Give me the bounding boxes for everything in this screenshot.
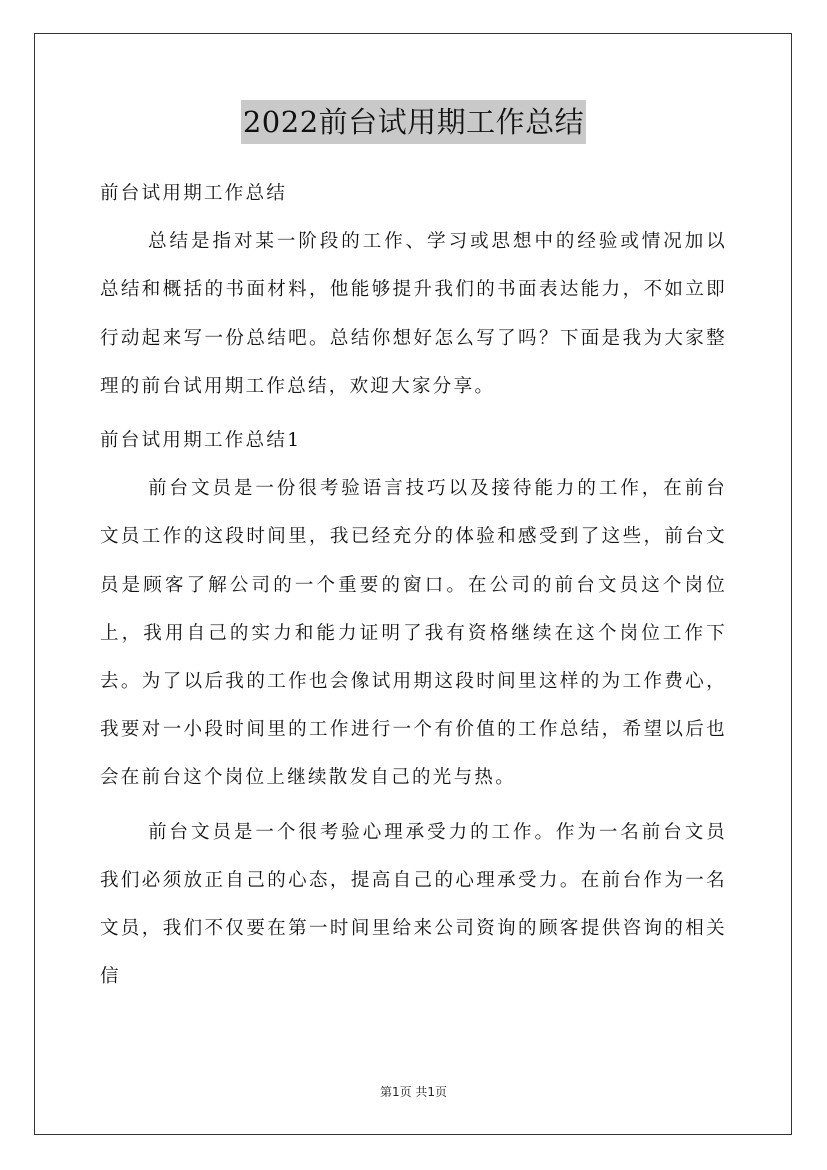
- document-title: 2022前台试用期工作总结: [241, 100, 586, 144]
- body-paragraph-1: 前台文员是一份很考验语言技巧以及接待能力的工作，在前台文员工作的这段时间里，我已经充分的体验和感受到了这些，前台文员是顾客了解公司的一个重要的窗口。在公司的前台文员这个岗位上，我用自己的实力和能力证明了我有资格继续在这个岗位工作下去。为了以后我的工作也会像试用期这段时间里这样的为工作费心，我要对一小段时间里的工作进行一个有价值的工作总结，希望以后也会在前台这个岗位上继续散发自己的光与热。: [100, 478, 727, 789]
- title-container: [0, 100, 827, 144]
- body-paragraph-2: 前台文员是一个很考验心理承受力的工作。作为一名前台文员我们必须放正自己的心态，提高自己的心理承受力。在前台作为一名文员，我们不仅要在第一时间里给来公司资询的顾客提供咨询的相关信: [100, 821, 727, 988]
- intro-paragraph: 总结是指对某一阶段的工作、学习或思想中的经验或情况加以总结和概括的书面材料，他能够提升我们的书面表达能力，不如立即行动起来写一份总结吧。总结你想好怎么写了吗？下面是我为大家整理的前台试用期工作总结，欢迎大家分享。: [100, 231, 727, 397]
- page-footer: 第1页 共1页: [379, 1085, 448, 1099]
- document-body: [100, 170, 727, 1004]
- document-subtitle: 前台试用期工作总结: [100, 183, 288, 204]
- section-heading: 前台试用期工作总结1: [100, 430, 302, 452]
